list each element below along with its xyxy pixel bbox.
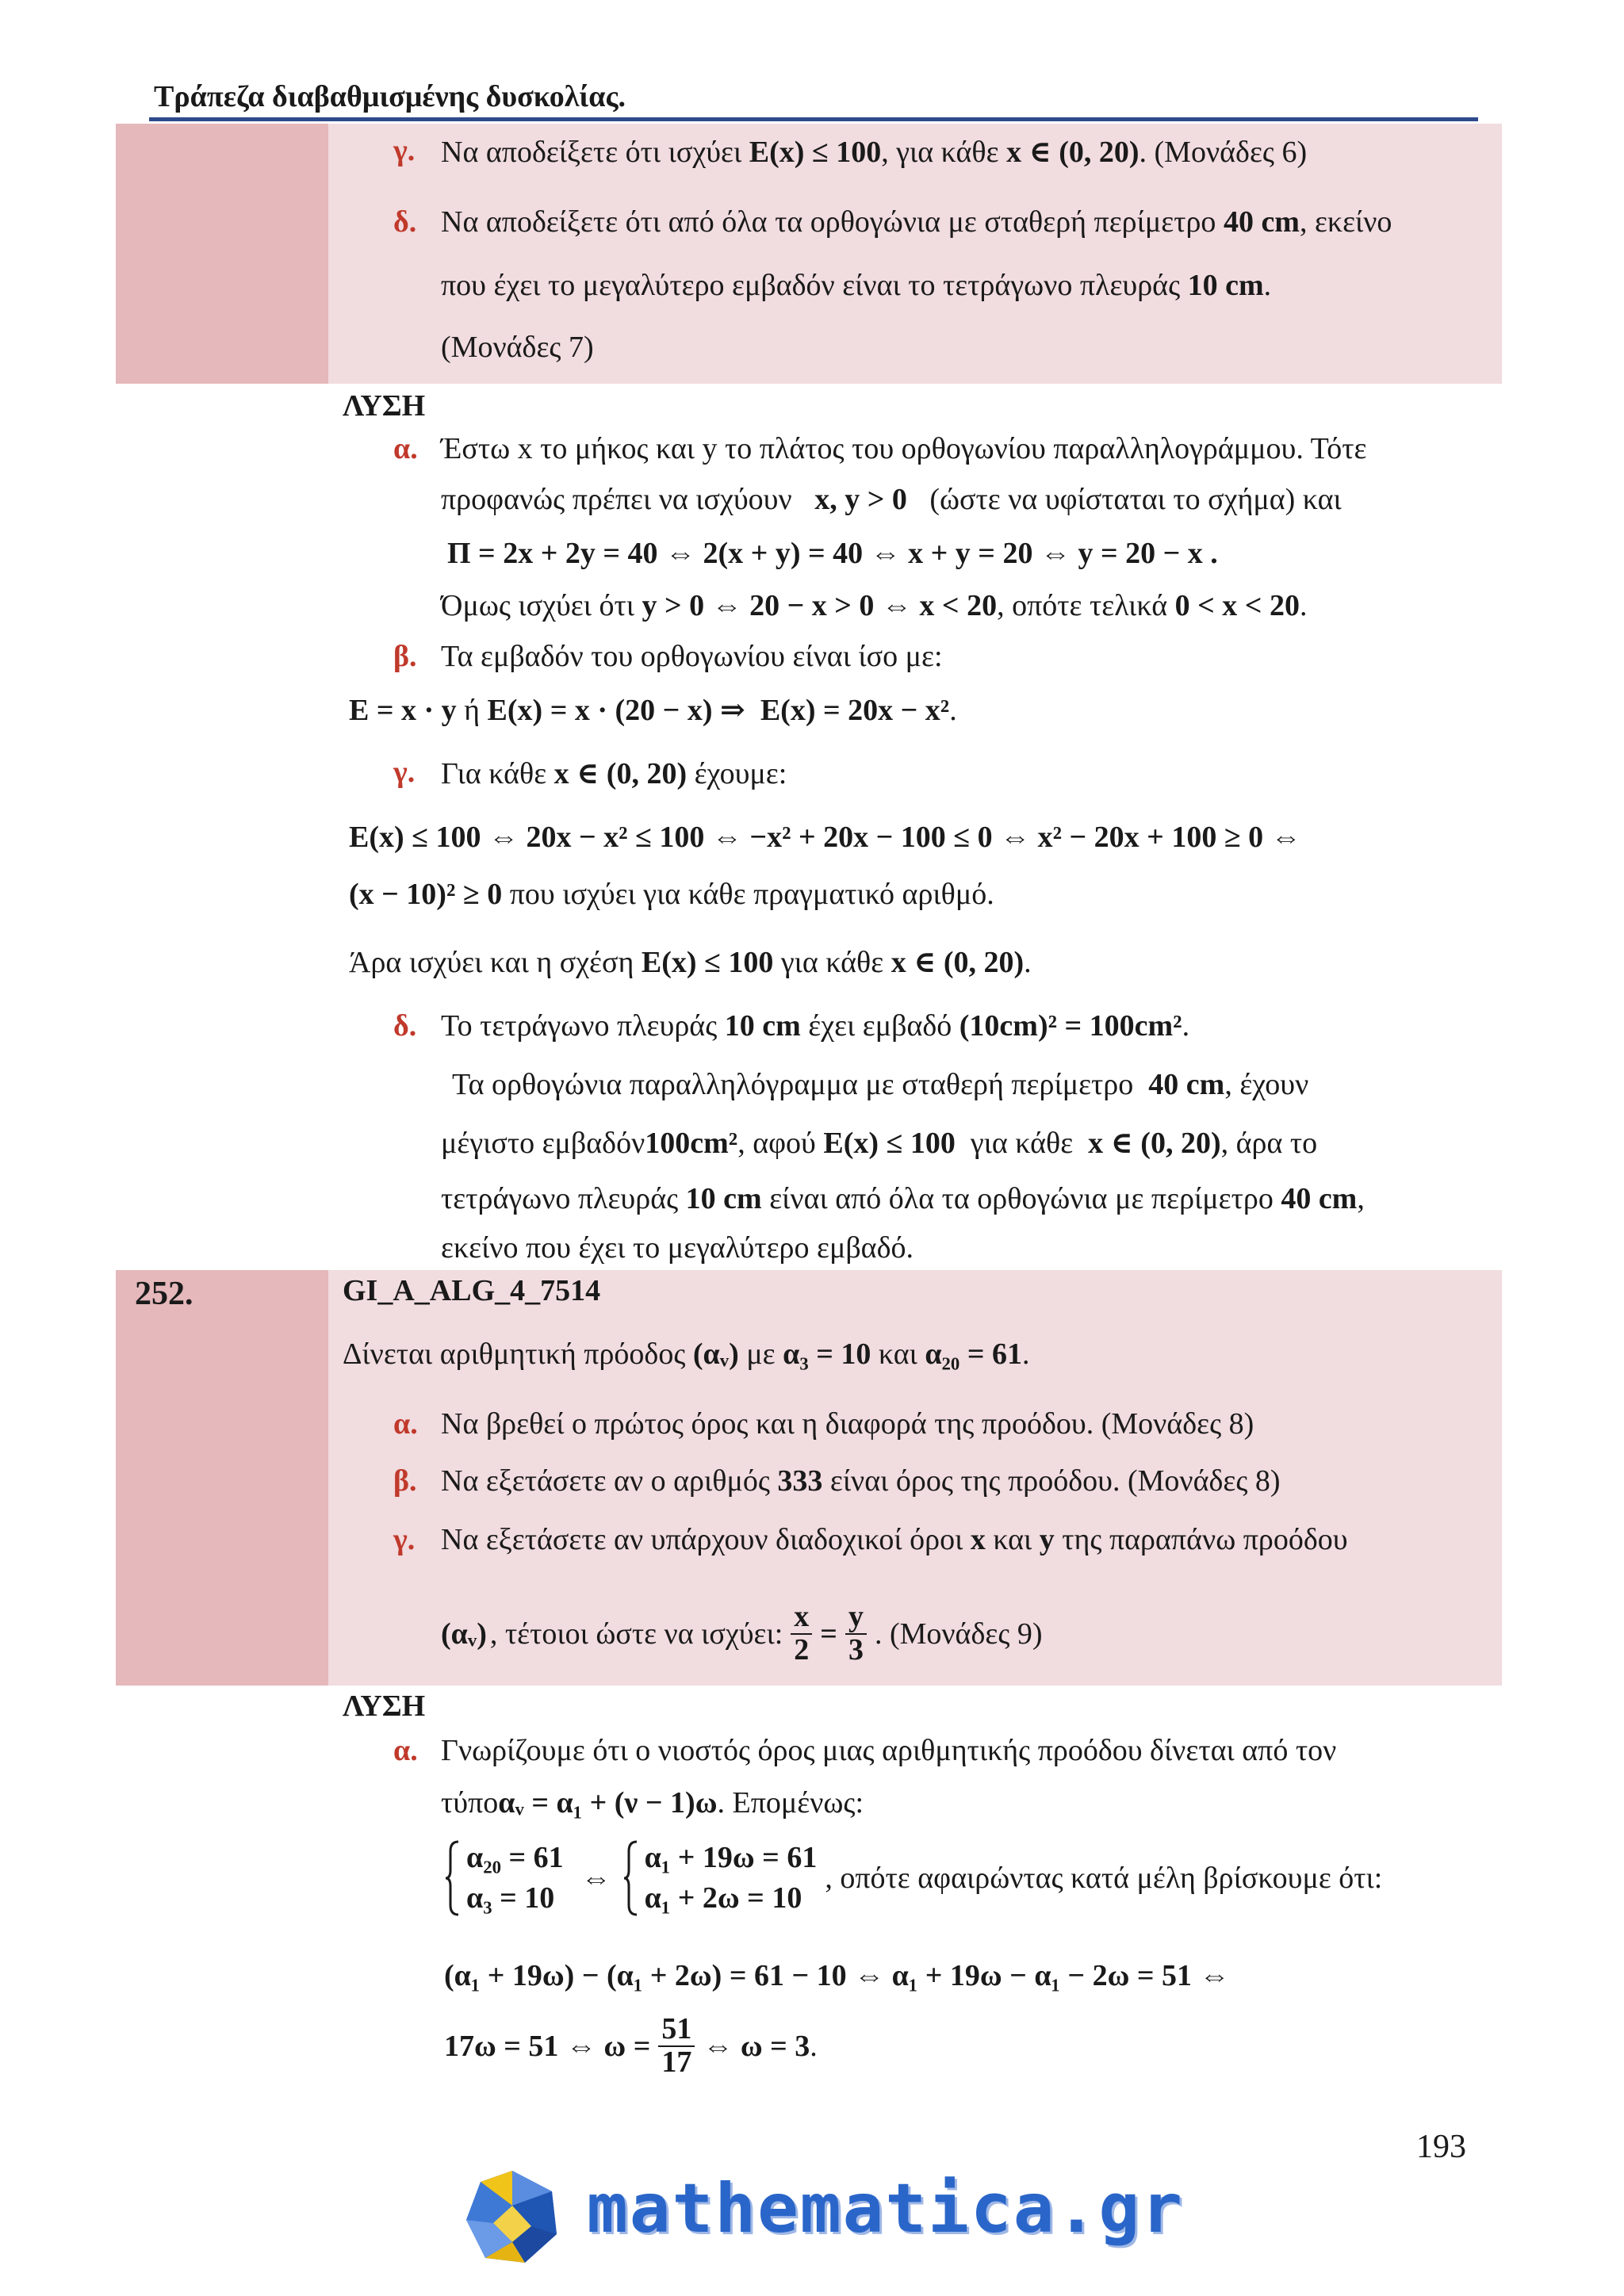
text: Να εξετάσετε αν ο αριθμός xyxy=(441,1464,770,1498)
math: 40 cm xyxy=(1148,1068,1225,1101)
sol1-b-line2 xyxy=(349,691,957,728)
math: αᵥ = α₁ + (ν − 1)ω xyxy=(498,1786,718,1820)
text: , για κάθε xyxy=(881,136,999,169)
left-brace-icon xyxy=(622,1840,640,1916)
math: 0 < x < 20 xyxy=(1174,589,1300,622)
item-label: γ. xyxy=(393,756,416,789)
math: α₂₀ = 61 xyxy=(925,1337,1022,1371)
sol1-item-a-label xyxy=(393,431,418,466)
equation: α₁ + 2ω = 10 xyxy=(644,1881,802,1915)
math: 40 cm xyxy=(1223,205,1300,239)
sol1-d-line3 xyxy=(441,1124,1317,1161)
math: α₃ = 10 xyxy=(783,1337,871,1371)
math: x xyxy=(970,1523,986,1556)
text: της παραπάνω προόδου xyxy=(1062,1523,1348,1556)
text: , αφού xyxy=(737,1127,816,1160)
math: E(x) ≤ 100 xyxy=(749,136,882,169)
math: E(x) ≤ 100 xyxy=(823,1127,956,1160)
math: y xyxy=(1039,1523,1055,1556)
solution-heading: ΛΥΣΗ xyxy=(343,1689,426,1723)
box1-item-d-line1 xyxy=(441,205,1392,239)
equation: α₁ + 19ω = 61 xyxy=(644,1841,818,1874)
text: Τα ορθογώνια παραλληλόγραμμα με σταθερή περίμετρο xyxy=(452,1068,1134,1101)
equation: α₃ = 10 xyxy=(466,1881,555,1915)
header-title: Τράπεζα διαβαθμισμένης δυσκολίας. xyxy=(154,80,626,113)
box1-item-d xyxy=(393,205,416,239)
sol1-g-line3 xyxy=(349,877,994,912)
math: (αᵥ) xyxy=(692,1337,739,1371)
text: και xyxy=(993,1523,1032,1556)
text: . xyxy=(810,2029,818,2063)
text: Να εξετάσετε αν υπάρχουν διαδοχικοί όροι xyxy=(441,1523,963,1556)
sol1-a-line3-math: Π = 2x + 2y = 40 ⇔ 2(x + y) = 40 ⇔ x + y = 20 ⇔ y = 20 − x . xyxy=(447,537,1218,570)
text: (ώστε να υφίσταται το σχήμα) και xyxy=(929,483,1342,516)
box2-item-a-label xyxy=(393,1406,418,1441)
sol1-g-line4 xyxy=(349,943,1032,980)
header-rule xyxy=(149,117,1478,121)
math: y > 0 ⇔ 20 − x > 0 ⇔ x < 20 xyxy=(642,589,998,622)
sol1-d-line1 xyxy=(441,1008,1189,1043)
sol2-subtraction-line: (α₁ + 19ω) − (α₁ + 2ω) = 61 − 10 ⇔ α₁ + 19ω − α₁ − 2ω = 51 ⇔ xyxy=(444,1959,1230,1992)
text: για κάθε xyxy=(970,1127,1074,1160)
denominator: 2 xyxy=(794,1632,810,1667)
sol2-a-line1: Γνωρίζουμε ότι ο νιοστός όρος μιας αριθμητικής προόδου δίνεται από τον xyxy=(441,1734,1337,1767)
text: είναι από όλα τα ορθογώνια με περίμετρο xyxy=(769,1182,1274,1215)
box1-item-d-line2 xyxy=(441,268,1271,303)
math: x ∈ (0, 20) xyxy=(891,946,1025,979)
equation: α₂₀ = 61 xyxy=(466,1841,564,1874)
text: . (Μονάδες 9) xyxy=(874,1617,1043,1651)
numerator: x xyxy=(791,1601,812,1635)
sol1-d-line2 xyxy=(452,1067,1308,1102)
text: με xyxy=(746,1337,776,1371)
text: που ισχύει για κάθε πραγματικό αριθμό. xyxy=(509,878,994,911)
math: 333 xyxy=(777,1464,823,1498)
logo-polyhedron-icon xyxy=(463,2168,561,2266)
math: 40 cm xyxy=(1281,1182,1358,1215)
math: ⇔ ω = 3 xyxy=(703,2029,810,2063)
text: Όμως ισχύει ότι xyxy=(441,589,634,622)
math: (αᵥ) xyxy=(441,1617,487,1651)
sol1-g-line1 xyxy=(441,755,787,791)
text: έχουμε: xyxy=(694,757,787,790)
sol1-b-line1: Τα εμβαδόν του ορθογωνίου είναι ίσο με: xyxy=(441,640,943,673)
text: , έχουν xyxy=(1224,1068,1309,1101)
text: έχει εμβαδό xyxy=(808,1009,952,1043)
denominator: 17 xyxy=(661,2045,692,2079)
box2-item-g-line2 xyxy=(441,1601,1043,1667)
text: . xyxy=(1021,1337,1030,1371)
exercise-number: 252. xyxy=(135,1276,193,1312)
math: x ∈ (0, 20) xyxy=(553,757,688,790)
text: Άρα ισχύει και η σχέση xyxy=(349,946,634,979)
box1-item-g-text xyxy=(441,133,1307,170)
text: τύπο xyxy=(441,1786,499,1820)
numerator: y xyxy=(845,1601,867,1635)
text: Δίνεται αριθμητική πρόοδος xyxy=(343,1337,686,1371)
text: ή xyxy=(464,694,481,727)
text: προφανώς πρέπει να ισχύουν xyxy=(441,483,792,516)
item-label: α. xyxy=(393,1734,418,1767)
text: Για κάθε xyxy=(441,757,547,790)
math: (10cm)² = 100cm² xyxy=(959,1009,1182,1043)
math: = xyxy=(820,1617,837,1651)
math: 17ω = 51 ⇔ ω = xyxy=(444,2029,651,2063)
text: για κάθε xyxy=(780,946,884,979)
solution-heading: ΛΥΣΗ xyxy=(343,389,426,423)
system2 xyxy=(645,1838,818,1919)
box1-item-d-line3: (Μονάδες 7) xyxy=(441,331,594,364)
sol1-item-g-label xyxy=(393,755,415,790)
system-of-equations xyxy=(444,1838,1382,1919)
fraction-51-over-17 xyxy=(658,2014,695,2079)
text: . xyxy=(1263,269,1272,302)
sol2-final-line xyxy=(444,2014,818,2079)
item-label: γ. xyxy=(393,1523,416,1556)
logo-text: mathematica.gr xyxy=(587,2169,1184,2248)
item-label: α. xyxy=(393,1407,418,1441)
exercise-code: GI_A_ALG_4_7514 xyxy=(343,1274,601,1307)
math: E = x · y xyxy=(349,694,457,727)
box2-item-g-line1 xyxy=(441,1522,1348,1557)
item-label: β. xyxy=(393,1464,417,1498)
text: , τέτοιοι ώστε να ισχύει: xyxy=(489,1617,783,1651)
math: (x − 10)² ≥ 0 xyxy=(349,878,503,911)
item-label: β. xyxy=(393,640,417,673)
sol1-a-line2 xyxy=(441,482,1342,517)
item-label: δ. xyxy=(393,205,417,239)
text: Το τετράγωνο πλευράς xyxy=(441,1009,718,1043)
math: x ∈ (0, 20) xyxy=(1006,136,1139,169)
text: . xyxy=(1299,589,1308,622)
sol1-a-line1: Έστω x το μήκος και y το πλάτος του ορθογωνίου παραλληλογράμμου. Τότε xyxy=(441,432,1367,465)
math: 10 cm xyxy=(724,1009,801,1043)
text: που έχει το μεγαλύτερο εμβαδόν είναι το τετράγωνο πλευράς xyxy=(441,269,1181,302)
sol1-a-line4 xyxy=(441,588,1307,623)
text: , οπότε τελικά xyxy=(997,589,1168,622)
text: , εκείνο xyxy=(1299,205,1392,239)
math: 10 cm xyxy=(1187,269,1264,302)
item-label: δ. xyxy=(393,1009,417,1043)
text: . xyxy=(949,694,957,727)
sol1-d-line5: εκείνο που έχει το μεγαλύτερο εμβαδό. xyxy=(441,1231,914,1265)
text: είναι όρος της προόδου. (Μονάδες 8) xyxy=(829,1464,1281,1498)
system1 xyxy=(466,1838,564,1919)
text: . Επομένως: xyxy=(717,1786,864,1820)
page-number: 193 xyxy=(1416,2129,1466,2165)
math: 10 cm xyxy=(685,1182,762,1215)
text: μέγιστο εμβαδόν xyxy=(441,1127,645,1160)
math: E(x) = x · (20 − x) ⇒ E(x) = 20x − x² xyxy=(487,694,950,727)
fraction-y-over-3 xyxy=(845,1601,867,1667)
box2-intro xyxy=(343,1337,1029,1372)
box2-item-b-label xyxy=(393,1464,417,1498)
text: , xyxy=(1357,1182,1365,1215)
text: . xyxy=(1024,946,1032,979)
math: x ∈ (0, 20) xyxy=(1088,1127,1221,1160)
text: Να αποδείξετε ότι από όλα τα ορθογώνια με σταθερή περίμετρο xyxy=(441,205,1216,239)
item-label: γ. xyxy=(393,134,416,167)
sol2-item-a-label xyxy=(393,1733,418,1768)
text: και xyxy=(878,1337,917,1371)
text: . (Μονάδες 6) xyxy=(1139,136,1308,169)
numerator: 51 xyxy=(658,2014,695,2047)
sol1-d-line4 xyxy=(441,1181,1365,1216)
sol1-item-b-label xyxy=(393,639,417,674)
sol1-g-line2-math: E(x) ≤ 100 ⇔ 20x − x² ≤ 100 ⇔ −x² + 20x − 100 ≤ 0 ⇔ x² − 20x + 100 ≥ 0 ⇔ xyxy=(349,821,1301,854)
text: Να αποδείξετε ότι ισχύει xyxy=(441,136,742,169)
box1-left-column xyxy=(116,124,328,384)
box2-item-g-label xyxy=(393,1522,415,1557)
box2-item-a-text: Να βρεθεί ο πρώτος όρος και η διαφορά της προόδου. (Μονάδες 8) xyxy=(441,1407,1254,1441)
math: x, y > 0 xyxy=(814,483,907,516)
box2-item-b-text xyxy=(441,1464,1281,1498)
denominator: 3 xyxy=(848,1632,864,1667)
text: , οπότε αφαιρώντας κατά μέλη βρίσκουμε ότι: xyxy=(825,1862,1383,1896)
math: ⇔ xyxy=(580,1862,611,1896)
box1-item-g xyxy=(393,133,415,168)
item-label: α. xyxy=(393,432,418,465)
text: τετράγωνο πλευράς xyxy=(441,1182,679,1215)
left-brace-icon xyxy=(444,1840,462,1916)
box2-left-column xyxy=(116,1270,328,1686)
fraction-x-over-2 xyxy=(791,1601,812,1667)
sol2-a-line2 xyxy=(441,1785,864,1820)
text: , άρα το xyxy=(1220,1127,1318,1160)
math: E(x) ≤ 100 xyxy=(641,946,774,979)
math: 100cm² xyxy=(645,1127,738,1160)
sol1-item-d-label xyxy=(393,1008,416,1043)
text: . xyxy=(1182,1009,1190,1043)
